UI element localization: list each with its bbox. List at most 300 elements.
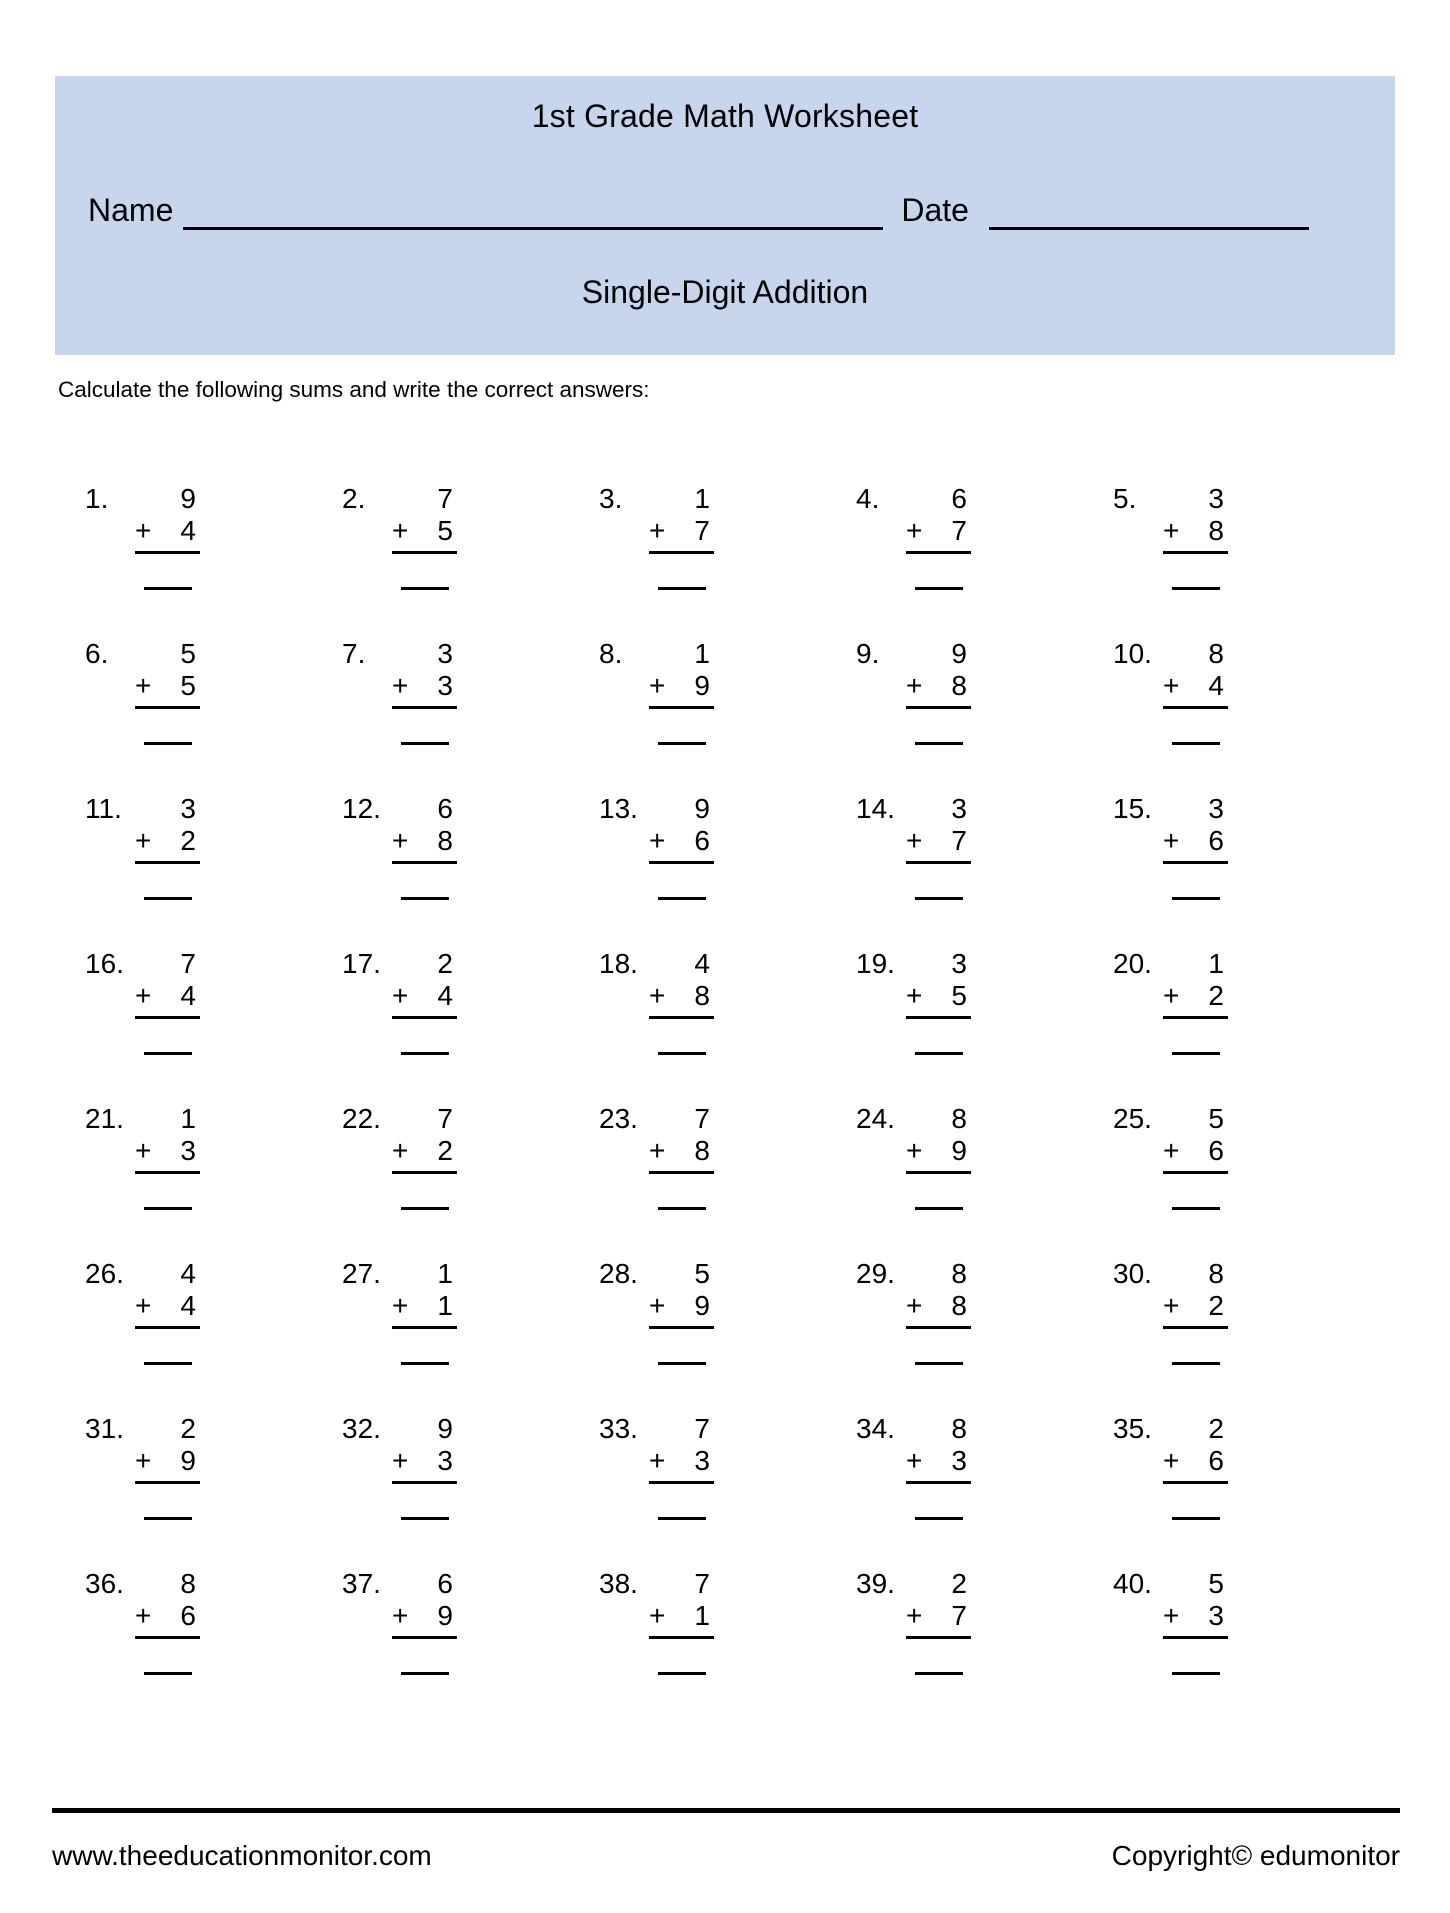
plus-sign: + bbox=[135, 1290, 152, 1321]
plus-sign: + bbox=[649, 515, 666, 546]
problem-number: 39. bbox=[856, 1568, 895, 1599]
problem-body bbox=[649, 1568, 714, 1675]
answer-blank[interactable] bbox=[658, 1052, 706, 1055]
addition-problem bbox=[599, 1258, 856, 1413]
bottom-addend: 8 bbox=[694, 1135, 710, 1166]
answer-blank[interactable] bbox=[401, 742, 449, 745]
plus-sign: + bbox=[1163, 515, 1180, 546]
bottom-operand-row bbox=[392, 1290, 457, 1322]
answer-blank[interactable] bbox=[658, 897, 706, 900]
worksheet-subtitle: Single-Digit Addition bbox=[581, 274, 869, 310]
bottom-addend: 9 bbox=[951, 1135, 967, 1166]
answer-blank[interactable] bbox=[401, 1517, 449, 1520]
bottom-operand-row bbox=[906, 515, 971, 547]
addition-problem bbox=[85, 948, 342, 1103]
answer-blank[interactable] bbox=[401, 1362, 449, 1365]
answer-blank[interactable] bbox=[1172, 1672, 1220, 1675]
sum-line bbox=[906, 1016, 971, 1019]
plus-sign: + bbox=[906, 980, 923, 1011]
problem-number: 16. bbox=[85, 948, 124, 979]
sum-line bbox=[392, 551, 457, 554]
bottom-addend: 8 bbox=[1208, 515, 1224, 546]
plus-sign: + bbox=[1163, 1290, 1180, 1321]
answer-blank[interactable] bbox=[658, 742, 706, 745]
plus-sign: + bbox=[649, 670, 666, 701]
problem-body bbox=[649, 483, 714, 590]
sum-line bbox=[649, 1326, 714, 1329]
bottom-operand-row bbox=[1163, 670, 1228, 702]
bottom-addend: 6 bbox=[1208, 1135, 1224, 1166]
bottom-operand-row bbox=[1163, 980, 1228, 1012]
plus-sign: + bbox=[135, 1445, 152, 1476]
problem-number: 2. bbox=[342, 483, 366, 514]
addition-problem bbox=[342, 1103, 599, 1258]
answer-blank[interactable] bbox=[401, 1672, 449, 1675]
problem-body bbox=[906, 1103, 971, 1210]
problem-body bbox=[135, 793, 200, 900]
problem-number: 14. bbox=[856, 793, 895, 824]
top-addend: 2 bbox=[437, 948, 453, 979]
answer-blank[interactable] bbox=[144, 1517, 192, 1520]
bottom-addend: 5 bbox=[437, 515, 453, 546]
addition-problem bbox=[1113, 793, 1370, 948]
top-addend: 2 bbox=[1208, 1413, 1224, 1444]
plus-sign: + bbox=[392, 515, 409, 546]
bottom-operand-row bbox=[649, 1135, 714, 1167]
answer-blank[interactable] bbox=[658, 1207, 706, 1210]
bottom-operand-row bbox=[135, 980, 200, 1012]
plus-sign: + bbox=[906, 1600, 923, 1631]
top-addend: 5 bbox=[180, 638, 196, 669]
problem-body bbox=[392, 483, 457, 590]
problem-body bbox=[135, 1568, 200, 1675]
bottom-addend: 2 bbox=[437, 1135, 453, 1166]
top-addend: 6 bbox=[437, 793, 453, 824]
problem-number: 24. bbox=[856, 1103, 895, 1134]
answer-blank[interactable] bbox=[1172, 1362, 1220, 1365]
bottom-addend: 6 bbox=[180, 1600, 196, 1631]
addition-problem bbox=[342, 1568, 599, 1723]
answer-blank[interactable] bbox=[1172, 897, 1220, 900]
answer-blank[interactable] bbox=[401, 897, 449, 900]
problem-number: 5. bbox=[1113, 483, 1137, 514]
top-addend: 8 bbox=[180, 1568, 196, 1599]
problem-number: 28. bbox=[599, 1258, 638, 1289]
bottom-operand-row bbox=[906, 1445, 971, 1477]
top-addend: 5 bbox=[1208, 1103, 1224, 1134]
answer-blank[interactable] bbox=[658, 1517, 706, 1520]
sum-line bbox=[135, 1326, 200, 1329]
bottom-addend: 8 bbox=[694, 980, 710, 1011]
bottom-operand-row bbox=[906, 1290, 971, 1322]
bottom-operand-row bbox=[135, 1600, 200, 1632]
problem-number: 15. bbox=[1113, 793, 1152, 824]
bottom-addend: 7 bbox=[951, 515, 967, 546]
name-date-row bbox=[88, 188, 1362, 230]
problem-body bbox=[649, 638, 714, 745]
answer-blank[interactable] bbox=[915, 1672, 963, 1675]
answer-blank[interactable] bbox=[401, 1052, 449, 1055]
top-addend: 4 bbox=[694, 948, 710, 979]
name-blank-field[interactable] bbox=[183, 193, 883, 230]
problem-number: 25. bbox=[1113, 1103, 1152, 1134]
sum-line bbox=[1163, 1326, 1228, 1329]
plus-sign: + bbox=[392, 1445, 409, 1476]
plus-sign: + bbox=[392, 1600, 409, 1631]
problem-number: 29. bbox=[856, 1258, 895, 1289]
addition-problem bbox=[599, 793, 856, 948]
problem-number: 37. bbox=[342, 1568, 381, 1599]
addition-problem bbox=[85, 793, 342, 948]
answer-blank[interactable] bbox=[1172, 1207, 1220, 1210]
top-addend: 7 bbox=[694, 1568, 710, 1599]
problem-body bbox=[649, 793, 714, 900]
plus-sign: + bbox=[135, 825, 152, 856]
answer-blank[interactable] bbox=[144, 587, 192, 590]
answer-blank[interactable] bbox=[915, 1362, 963, 1365]
bottom-operand-row bbox=[392, 980, 457, 1012]
answer-blank[interactable] bbox=[915, 1517, 963, 1520]
bottom-addend: 8 bbox=[951, 1290, 967, 1321]
sum-line bbox=[392, 861, 457, 864]
problem-body bbox=[906, 1413, 971, 1520]
bottom-addend: 4 bbox=[437, 980, 453, 1011]
answer-blank[interactable] bbox=[401, 587, 449, 590]
plus-sign: + bbox=[649, 1290, 666, 1321]
problem-number: 32. bbox=[342, 1413, 381, 1444]
bottom-addend: 9 bbox=[437, 1600, 453, 1631]
problem-number: 11. bbox=[85, 793, 122, 824]
top-addend: 2 bbox=[180, 1413, 196, 1444]
problem-body bbox=[392, 793, 457, 900]
top-addend: 9 bbox=[694, 793, 710, 824]
problem-body bbox=[392, 948, 457, 1055]
sum-line bbox=[392, 1016, 457, 1019]
problem-body bbox=[1163, 1413, 1228, 1520]
top-addend: 7 bbox=[437, 1103, 453, 1134]
answer-blank[interactable] bbox=[658, 587, 706, 590]
bottom-addend: 3 bbox=[951, 1445, 967, 1476]
worksheet-header bbox=[55, 76, 1395, 355]
problem-body bbox=[1163, 793, 1228, 900]
sum-line bbox=[649, 551, 714, 554]
top-addend: 3 bbox=[1208, 793, 1224, 824]
bottom-operand-row bbox=[392, 1445, 457, 1477]
bottom-operand-row bbox=[135, 825, 200, 857]
bottom-operand-row bbox=[649, 1600, 714, 1632]
sum-line bbox=[135, 1016, 200, 1019]
plus-sign: + bbox=[135, 1135, 152, 1166]
bottom-operand-row bbox=[392, 515, 457, 547]
addition-problem bbox=[599, 483, 856, 638]
answer-blank[interactable] bbox=[144, 1362, 192, 1365]
bottom-addend: 2 bbox=[1208, 1290, 1224, 1321]
answer-blank[interactable] bbox=[658, 1672, 706, 1675]
top-addend: 3 bbox=[180, 793, 196, 824]
top-addend: 1 bbox=[694, 638, 710, 669]
answer-blank[interactable] bbox=[1172, 1517, 1220, 1520]
answer-blank[interactable] bbox=[1172, 742, 1220, 745]
problem-number: 36. bbox=[85, 1568, 124, 1599]
top-addend: 9 bbox=[437, 1413, 453, 1444]
sum-line bbox=[1163, 1171, 1228, 1174]
problem-number: 18. bbox=[599, 948, 638, 979]
problem-number: 17. bbox=[342, 948, 381, 979]
answer-blank[interactable] bbox=[915, 897, 963, 900]
answer-blank[interactable] bbox=[144, 742, 192, 745]
bottom-addend: 7 bbox=[694, 515, 710, 546]
top-addend: 7 bbox=[180, 948, 196, 979]
footer-divider bbox=[52, 1808, 1400, 1813]
footer-copyright: Copyright© edumonitor bbox=[1111, 1840, 1400, 1871]
addition-problem bbox=[85, 638, 342, 793]
problem-body bbox=[649, 948, 714, 1055]
sum-line bbox=[135, 1171, 200, 1174]
plus-sign: + bbox=[906, 670, 923, 701]
problem-number: 20. bbox=[1113, 948, 1152, 979]
problem-body bbox=[906, 638, 971, 745]
sum-line bbox=[906, 1636, 971, 1639]
addition-problem bbox=[85, 483, 342, 638]
plus-sign: + bbox=[1163, 1600, 1180, 1631]
plus-sign: + bbox=[135, 1600, 152, 1631]
top-addend: 1 bbox=[1208, 948, 1224, 979]
problem-body bbox=[1163, 1258, 1228, 1365]
bottom-addend: 9 bbox=[694, 670, 710, 701]
plus-sign: + bbox=[392, 670, 409, 701]
top-addend: 3 bbox=[1208, 483, 1224, 514]
bottom-addend: 3 bbox=[694, 1445, 710, 1476]
addition-problem bbox=[1113, 1258, 1370, 1413]
answer-blank[interactable] bbox=[915, 1052, 963, 1055]
top-addend: 8 bbox=[951, 1258, 967, 1289]
bottom-addend: 2 bbox=[1208, 980, 1224, 1011]
problem-number: 19. bbox=[856, 948, 895, 979]
top-addend: 6 bbox=[437, 1568, 453, 1599]
addition-problem bbox=[85, 1103, 342, 1258]
bottom-operand-row bbox=[906, 1600, 971, 1632]
addition-problem bbox=[856, 1103, 1113, 1258]
top-addend: 8 bbox=[951, 1103, 967, 1134]
answer-blank[interactable] bbox=[144, 897, 192, 900]
addition-problem bbox=[342, 638, 599, 793]
addition-problem bbox=[1113, 948, 1370, 1103]
answer-blank[interactable] bbox=[1172, 1052, 1220, 1055]
bottom-addend: 5 bbox=[180, 670, 196, 701]
sum-line bbox=[1163, 1481, 1228, 1484]
problem-body bbox=[135, 1413, 200, 1520]
footer-website: www.theeducationmonitor.com bbox=[52, 1840, 432, 1871]
top-addend: 2 bbox=[951, 1568, 967, 1599]
sum-line bbox=[649, 1636, 714, 1639]
bottom-addend: 6 bbox=[694, 825, 710, 856]
top-addend: 9 bbox=[951, 638, 967, 669]
answer-blank[interactable] bbox=[144, 1672, 192, 1675]
problem-number: 38. bbox=[599, 1568, 638, 1599]
top-addend: 7 bbox=[694, 1413, 710, 1444]
page-title: 1st Grade Math Worksheet bbox=[531, 98, 919, 134]
problem-body bbox=[1163, 948, 1228, 1055]
sum-line bbox=[1163, 1636, 1228, 1639]
addition-problem bbox=[342, 483, 599, 638]
bottom-addend: 6 bbox=[1208, 1445, 1224, 1476]
problem-number: 13. bbox=[599, 793, 638, 824]
addition-problem bbox=[856, 793, 1113, 948]
addition-problem bbox=[599, 1568, 856, 1723]
answer-blank[interactable] bbox=[915, 742, 963, 745]
problem-number: 9. bbox=[856, 638, 880, 669]
addition-problem bbox=[599, 948, 856, 1103]
plus-sign: + bbox=[135, 670, 152, 701]
sum-line bbox=[135, 1481, 200, 1484]
addition-problem bbox=[856, 1258, 1113, 1413]
bottom-operand-row bbox=[392, 1600, 457, 1632]
problem-number: 12. bbox=[342, 793, 381, 824]
addition-problem bbox=[856, 948, 1113, 1103]
bottom-operand-row bbox=[135, 515, 200, 547]
sum-line bbox=[392, 706, 457, 709]
bottom-operand-row bbox=[1163, 825, 1228, 857]
problem-body bbox=[135, 483, 200, 590]
bottom-addend: 8 bbox=[437, 825, 453, 856]
problem-number: 6. bbox=[85, 638, 109, 669]
sum-line bbox=[649, 1481, 714, 1484]
plus-sign: + bbox=[135, 980, 152, 1011]
bottom-addend: 3 bbox=[437, 1445, 453, 1476]
plus-sign: + bbox=[1163, 1445, 1180, 1476]
addition-problem bbox=[342, 948, 599, 1103]
plus-sign: + bbox=[906, 1135, 923, 1166]
footer bbox=[52, 1840, 1400, 1872]
plus-sign: + bbox=[135, 515, 152, 546]
bottom-addend: 4 bbox=[180, 980, 196, 1011]
bottom-operand-row bbox=[1163, 1600, 1228, 1632]
plus-sign: + bbox=[1163, 670, 1180, 701]
bottom-addend: 1 bbox=[694, 1600, 710, 1631]
plus-sign: + bbox=[906, 825, 923, 856]
sum-line bbox=[135, 1636, 200, 1639]
problem-body bbox=[649, 1258, 714, 1365]
problem-number: 7. bbox=[342, 638, 366, 669]
problem-body bbox=[392, 1413, 457, 1520]
plus-sign: + bbox=[649, 825, 666, 856]
problem-number: 34. bbox=[856, 1413, 895, 1444]
plus-sign: + bbox=[1163, 1135, 1180, 1166]
top-addend: 4 bbox=[180, 1258, 196, 1289]
sum-line bbox=[906, 1171, 971, 1174]
sum-line bbox=[649, 861, 714, 864]
sum-line bbox=[1163, 1016, 1228, 1019]
problem-body bbox=[1163, 483, 1228, 590]
problem-number: 22. bbox=[342, 1103, 381, 1134]
sum-line bbox=[135, 706, 200, 709]
problem-body bbox=[135, 948, 200, 1055]
top-addend: 3 bbox=[437, 638, 453, 669]
answer-blank[interactable] bbox=[915, 1207, 963, 1210]
bottom-addend: 1 bbox=[437, 1290, 453, 1321]
plus-sign: + bbox=[392, 825, 409, 856]
bottom-operand-row bbox=[135, 1445, 200, 1477]
answer-blank[interactable] bbox=[144, 1207, 192, 1210]
plus-sign: + bbox=[392, 980, 409, 1011]
addition-problem bbox=[85, 1413, 342, 1568]
bottom-addend: 4 bbox=[180, 1290, 196, 1321]
bottom-addend: 8 bbox=[951, 670, 967, 701]
date-blank-field[interactable] bbox=[989, 193, 1309, 230]
bottom-operand-row bbox=[649, 825, 714, 857]
top-addend: 7 bbox=[437, 483, 453, 514]
sum-line bbox=[1163, 861, 1228, 864]
sum-line bbox=[906, 551, 971, 554]
bottom-operand-row bbox=[649, 670, 714, 702]
addition-problem bbox=[85, 1568, 342, 1723]
problem-number: 27. bbox=[342, 1258, 381, 1289]
answer-blank[interactable] bbox=[144, 1052, 192, 1055]
plus-sign: + bbox=[392, 1135, 409, 1166]
date-label: Date bbox=[901, 192, 969, 228]
bottom-operand-row bbox=[135, 1135, 200, 1167]
plus-sign: + bbox=[649, 980, 666, 1011]
problem-body bbox=[392, 1258, 457, 1365]
top-addend: 9 bbox=[180, 483, 196, 514]
plus-sign: + bbox=[906, 1290, 923, 1321]
bottom-addend: 5 bbox=[951, 980, 967, 1011]
problem-body bbox=[649, 1413, 714, 1520]
answer-blank[interactable] bbox=[401, 1207, 449, 1210]
problem-number: 35. bbox=[1113, 1413, 1152, 1444]
sum-line bbox=[392, 1481, 457, 1484]
name-label: Name bbox=[88, 192, 174, 228]
addition-problem bbox=[342, 1413, 599, 1568]
problem-number: 1. bbox=[85, 483, 109, 514]
addition-problem bbox=[856, 1413, 1113, 1568]
addition-problem bbox=[599, 1413, 856, 1568]
answer-blank[interactable] bbox=[658, 1362, 706, 1365]
problem-number: 21. bbox=[85, 1103, 124, 1134]
sum-line bbox=[135, 551, 200, 554]
bottom-addend: 3 bbox=[437, 670, 453, 701]
top-addend: 1 bbox=[694, 483, 710, 514]
sum-line bbox=[135, 861, 200, 864]
addition-problem bbox=[1113, 1103, 1370, 1258]
problem-number: 31. bbox=[85, 1413, 124, 1444]
sum-line bbox=[906, 861, 971, 864]
problem-number: 30. bbox=[1113, 1258, 1152, 1289]
addition-problem bbox=[599, 1103, 856, 1258]
answer-blank[interactable] bbox=[1172, 587, 1220, 590]
bottom-operand-row bbox=[1163, 515, 1228, 547]
bottom-addend: 3 bbox=[180, 1135, 196, 1166]
problem-number: 10. bbox=[1113, 638, 1152, 669]
sum-line bbox=[906, 706, 971, 709]
top-addend: 6 bbox=[951, 483, 967, 514]
sum-line bbox=[649, 1171, 714, 1174]
answer-blank[interactable] bbox=[915, 587, 963, 590]
plus-sign: + bbox=[649, 1135, 666, 1166]
bottom-operand-row bbox=[1163, 1135, 1228, 1167]
top-addend: 3 bbox=[951, 948, 967, 979]
addition-problem bbox=[342, 793, 599, 948]
bottom-operand-row bbox=[135, 670, 200, 702]
bottom-addend: 9 bbox=[180, 1445, 196, 1476]
plus-sign: + bbox=[1163, 825, 1180, 856]
problem-number: 8. bbox=[599, 638, 623, 669]
sum-line bbox=[906, 1326, 971, 1329]
problem-body bbox=[906, 948, 971, 1055]
bottom-addend: 7 bbox=[951, 1600, 967, 1631]
problem-body bbox=[135, 1258, 200, 1365]
addition-problem bbox=[856, 483, 1113, 638]
